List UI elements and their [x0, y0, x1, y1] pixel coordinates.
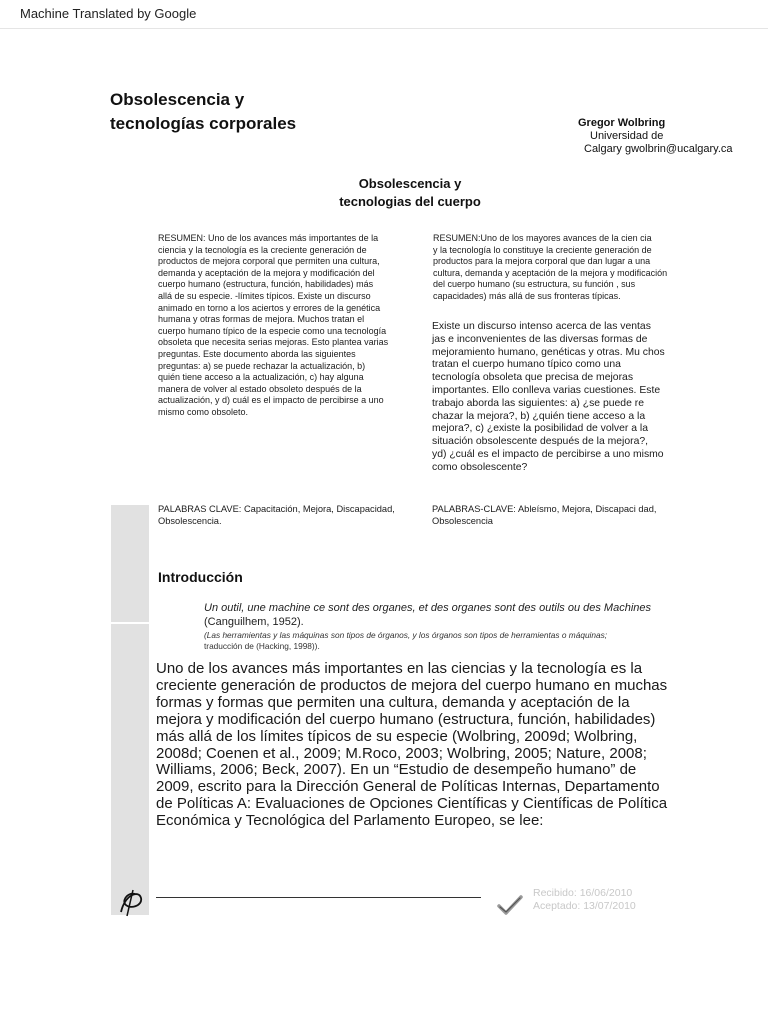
keywords-text: Ableísmo, Mejora, Discapaci dad,: [515, 504, 657, 514]
title-line: tecnologías corporales: [110, 114, 297, 133]
abstract-line: RESUMEN:Uno de los mayores avances de la cien cia: [433, 233, 652, 243]
abstract-line: trabajo aborda las siguientes: a) ¿se puede re: [432, 397, 644, 409]
journal-logo-icon: [113, 884, 149, 920]
abstract-line: animado en torno a los aciertos y errores de la genética: [158, 302, 381, 313]
epigraph-citation: (Canguilhem, 1952).: [204, 616, 304, 628]
body-line: Williams, 2006; Beck, 2007). En un “Estudio de desempeño humano” de: [156, 761, 637, 779]
abstract-line: RESUMEN: Uno de los avances más importantes de la: [158, 233, 379, 243]
abstract-line: cultura, demanda y aceptación de la mejora y modificación: [433, 267, 668, 278]
footer-rule: [156, 897, 481, 898]
author-affiliation: Universidad de: [590, 130, 664, 142]
abstract-line: ciencia y la tecnología es la creciente generación de: [158, 244, 367, 255]
abstract-line: mismo como obsoleto.: [158, 406, 249, 417]
body-line: formas y formas que permiten una cultura, demanda y aceptación de la: [156, 693, 630, 711]
abstract-line: situación obsolescente después de la mejora?,: [432, 436, 649, 448]
received-date: Recibido: 16/06/2010: [533, 887, 633, 899]
epigraph-translation-note: traducción de (Hacking, 1998)).: [204, 641, 320, 651]
side-bar-notch: [111, 622, 149, 624]
abstract-line: Existe un discurso intenso acerca de las ventas: [432, 321, 651, 332]
keywords-text-line2: Obsolescencia.: [158, 516, 222, 526]
abstract-right: [433, 233, 708, 303]
keywords-left: [158, 503, 428, 527]
abstract-line: yd) ¿cuál es el impacto de percibirse a uno mismo: [432, 448, 664, 460]
body-line: más allá de los límites típicos de su especie (Wolbring, 2009d; Wolbring,: [156, 727, 638, 745]
checkmark-icon: [497, 894, 523, 916]
abstract-line: chazar la mejora?, b) ¿quién tiene acceso a la: [432, 410, 646, 422]
abstract-line: del cuerpo humano (su estructura, su función , sus: [433, 279, 636, 290]
abstract-left: [158, 233, 423, 419]
epigraph-french: Un outil, une machine ce sont des organes, et des organes sont des outils ou des Machines: [204, 602, 651, 614]
document-title: [110, 88, 296, 136]
abstract-line: jas e inconvenientes de las diversas formas de: [432, 333, 648, 345]
abstract-line: y la tecnología lo constituye la creciente generación de: [433, 244, 652, 255]
abstract-line: preguntas: a) se puede rechazar la actualización, b): [158, 360, 366, 371]
author-block: [578, 117, 733, 156]
abstract-line: actualización, y d) cuál es el impacto de percibirse a uno: [158, 395, 384, 406]
body-paragraph: [156, 661, 716, 830]
abstract-line: humana y otras formas de mejora. Muchos tratan el: [158, 314, 365, 325]
author-name: Gregor Wolbring: [578, 117, 666, 129]
abstract-line: obsoleta que necesita serias mejoras. Esto plantea varias: [158, 337, 389, 348]
banner-divider: [0, 28, 768, 29]
submission-dates: [533, 887, 636, 913]
machine-translation-banner: Machine Translated by Google: [20, 6, 197, 21]
subtitle-line: Obsolescencia y: [358, 176, 462, 191]
abstract-line: capacidades) más allá de sus fronteras típicas.: [433, 290, 621, 301]
keywords-right: [432, 503, 712, 527]
abstract-right-continued: [432, 321, 707, 475]
keywords-label: PALABRAS CLAVE:: [158, 504, 242, 514]
body-line: de Políticas A: Evaluaciones de Opciones Científicas y Científicas de Política: [156, 795, 668, 813]
body-line: Uno de los avances más importantes en las ciencias y la tecnología es la: [156, 660, 643, 677]
body-line: mejora y modificación del cuerpo humano (estructura, función, habilidades): [156, 710, 656, 728]
title-line: Obsolescencia y: [110, 90, 245, 109]
abstract-line: tecnología obsoleta que precisa de mejoras: [432, 372, 634, 384]
abstract-line: quién tiene acceso a la actualización, c) hay alguna: [158, 372, 364, 383]
abstract-line: productos para la mejora corporal que dan lugar a una: [433, 256, 651, 267]
abstract-line: preguntas. Este documento aborda las siguientes: [158, 348, 356, 359]
abstract-line: manera de volver al estado obsoleto después de la: [158, 383, 362, 394]
body-line: 2008d; Coenen et al., 2009; M.Roco, 2003; Wolbring, 2005; Nature, 2008;: [156, 744, 647, 762]
abstract-line: como obsolescente?: [432, 461, 528, 473]
abstract-line: mejoramiento humano, genéticas y otras. Mu chos: [432, 346, 665, 358]
subtitle-line: tecnologias del cuerpo: [339, 194, 481, 209]
abstract-line: tratan el cuerpo humano típico como una: [432, 359, 621, 371]
section-heading-introduction: Introducción: [158, 569, 243, 585]
author-email: Calgary gwolbrin@ucalgary.ca: [584, 143, 733, 155]
abstract-line: demanda y aceptación de la mejora y modificación del: [158, 267, 375, 278]
abstract-line: productos de mejora corporal que permiten una cultura,: [158, 256, 380, 267]
body-line: Económica y Tecnológica del Parlamento Europeo, se lee:: [156, 812, 544, 830]
spanish-subtitle: [260, 175, 560, 211]
abstract-line: cuerpo humano típico de la especie como una tecnología: [158, 325, 387, 336]
keywords-text: Capacitación, Mejora, Discapacidad,: [241, 504, 395, 514]
abstract-line: importantes. Ello conlleva varias cuestiones. Este: [432, 384, 661, 396]
accepted-date: Aceptado: 13/07/2010: [533, 900, 636, 912]
abstract-line: mejora?, c) ¿existe la posibilidad de volver a la: [432, 423, 648, 435]
abstract-line: allá de su especie. -límites típicos. Existe un discurso: [158, 290, 371, 301]
epigraph-spanish: (Las herramientas y las máquinas son tipos de órganos, y los órganos son tipos de herramientas o máquinas;: [204, 630, 608, 640]
abstract-line: cuerpo humano (estructura, función, habilidades) más: [158, 279, 374, 290]
body-line: creciente generación de productos de mejora del cuerpo humano en muchas: [156, 676, 668, 694]
body-line: 2009, escrito para la Dirección General de Políticas Internas, Departamento: [156, 778, 660, 796]
keywords-label: PALABRAS-CLAVE:: [432, 504, 516, 514]
keywords-text-line2: Obsolescencia: [432, 516, 493, 526]
side-margin-bar: [111, 505, 149, 915]
